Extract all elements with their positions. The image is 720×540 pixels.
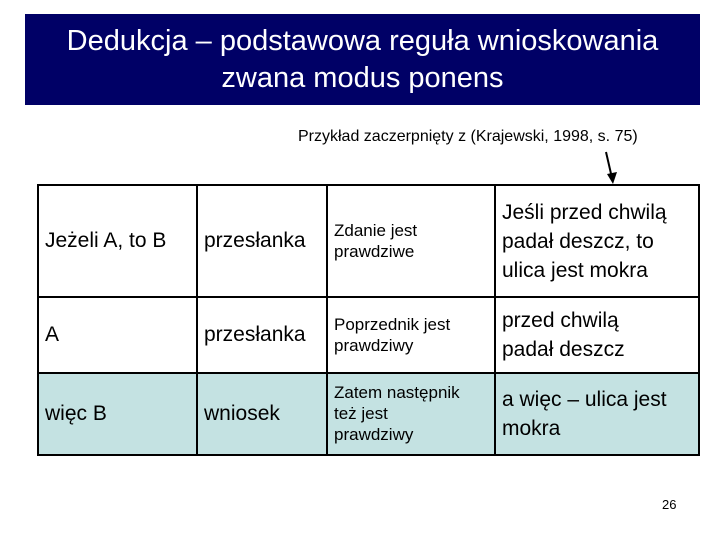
example-cell: a więc – ulica jest mokra	[495, 373, 699, 455]
status-cell: Zdanie jest prawdziwe	[327, 185, 495, 297]
table-row	[38, 297, 699, 373]
title-line-1: Dedukcja – podstawowa reguła wnioskowania	[66, 25, 659, 57]
status-cell: Poprzednik jest prawdziwy	[327, 297, 495, 373]
statement-cell: więc B	[38, 373, 197, 455]
source-citation: Przykład zaczerpnięty z (Krajewski, 1998, s. 75)	[298, 128, 638, 145]
example-cell: Jeśli przed chwilą padał deszcz, to ulica jest mokra	[495, 185, 699, 297]
status-cell: Zatem następnik też jest prawdziwy	[327, 373, 495, 455]
role-cell: wniosek	[197, 373, 327, 455]
example-cell: przed chwilą padał deszcz	[495, 297, 699, 373]
modus-ponens-table	[37, 184, 700, 456]
role-cell: przesłanka	[197, 185, 327, 297]
statement-cell: Jeżeli A, to B	[38, 185, 197, 297]
table-row	[38, 373, 699, 455]
role-cell: przesłanka	[197, 297, 327, 373]
title-line-2: zwana modus ponens	[221, 62, 504, 94]
statement-cell: A	[38, 297, 197, 373]
table-row	[38, 185, 699, 297]
page-number: 26	[662, 497, 677, 512]
